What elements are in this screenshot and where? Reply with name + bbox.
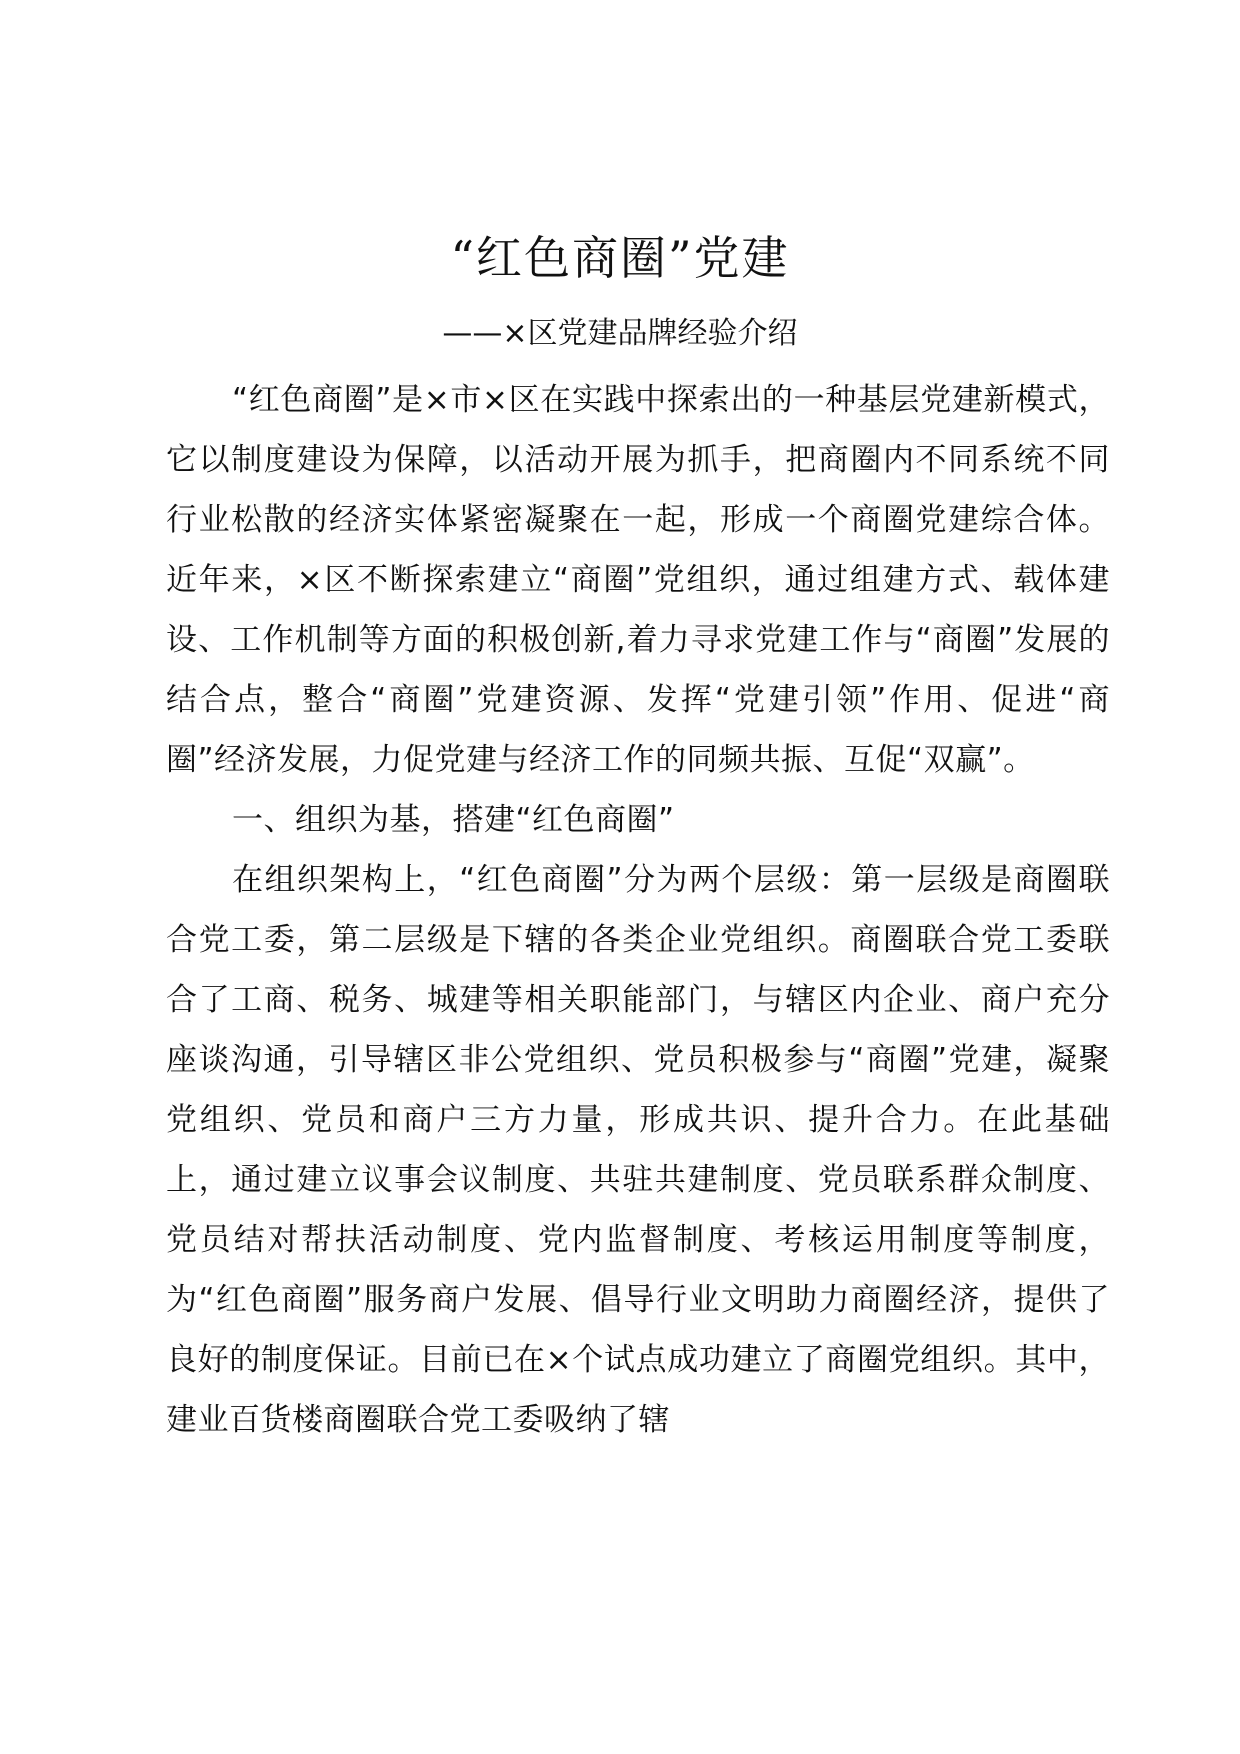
- document-subtitle: ——×区党建品牌经验介绍: [442, 316, 798, 351]
- document-title: “红色商圈”党建: [450, 231, 790, 285]
- document-body: [166, 370, 1110, 1450]
- section-heading: 一、组织为基，搭建“红色商圈”: [232, 802, 675, 838]
- section-paragraph: 在组织架构上，“红色商圈”分为两个层级：第一层级是商圈联合党工委，第二层级是下辖的各类企业党组织。商圈联合党工委联合了工商、税务、城建等相关职能部门，与辖区内企业、商户充分座谈沟通，引导辖区非公党组织、党员积极参与“商圈”党建，凝聚党组织、党员和商户三方力量，形成共识、提升合力。在此基础上，通过建立议事会议制度、共驻共建制度、党员联系群众制度、党员结对帮扶活动制度、党内监督制度、考核运用制度等制度，为“红色商圈”服务商户发展、倡导行业文明助力商圈经济，提供了良好的制度保证。目前已在×个试点成功建立了商圈党组织。其中，建业百货楼商圈联合党工委吸纳了辖: [166, 862, 1110, 1438]
- intro-paragraph: “红色商圈”是×市×区在实践中探索出的一种基层党建新模式，它以制度建设为保障，以活动开展为抓手，把商圈内不同系统不同行业松散的经济实体紧密凝聚在一起，形成一个商圈党建综合体。近年来，×区不断探索建立“商圈”党组织，通过组建方式、载体建设、工作机制等方面的积极创新,着力寻求党建工作与“商圈”发展的结合点，整合“商圈”党建资源、发挥“党建引领”作用、促进“商圈”经济发展，力促党建与经济工作的同频共振、互促“双赢”。: [166, 382, 1110, 778]
